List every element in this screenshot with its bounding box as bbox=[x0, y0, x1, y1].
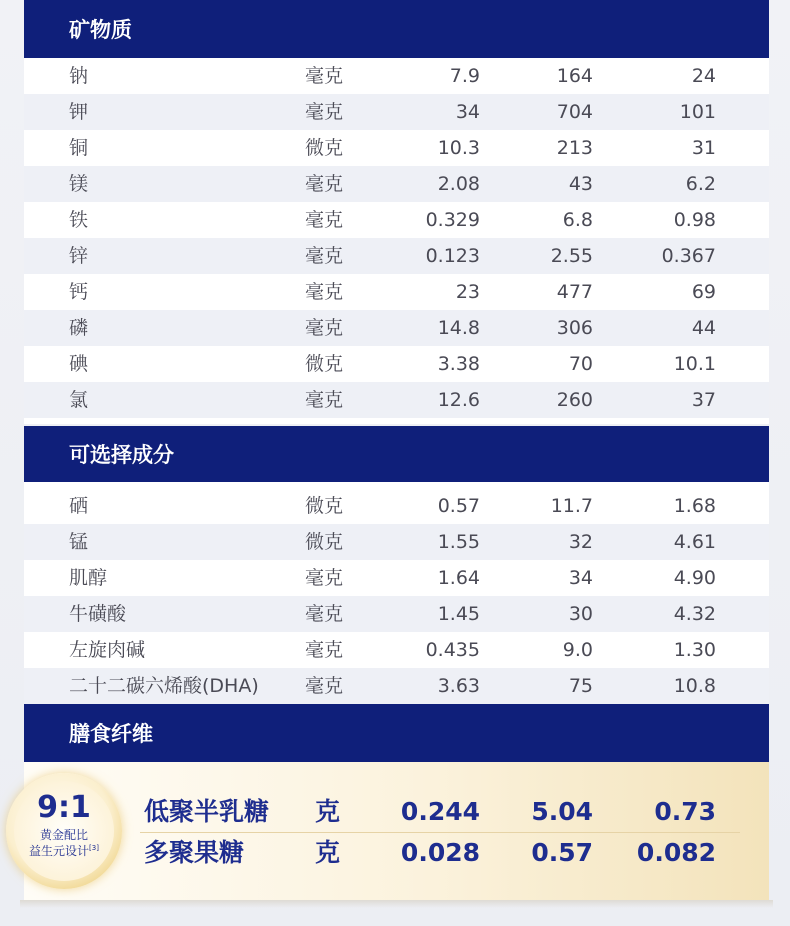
value-per-100ml: 10.1 bbox=[673, 353, 716, 375]
nutrient-name: 硒 bbox=[69, 495, 89, 517]
unit-cell: 毫克 bbox=[305, 209, 344, 231]
value-per-100kj: 34 bbox=[455, 101, 480, 123]
value-per-100ml: 4.61 bbox=[673, 531, 716, 553]
table-row bbox=[24, 58, 769, 94]
section-title: 可选择成分 bbox=[69, 443, 174, 467]
nutrient-name: 铁 bbox=[69, 209, 89, 231]
table-row bbox=[24, 596, 769, 632]
value-per-100kj: 10.3 bbox=[437, 137, 480, 159]
table-row bbox=[24, 668, 769, 704]
section-header-optional bbox=[24, 426, 769, 482]
value-per-100ml: 0.98 bbox=[673, 209, 716, 231]
nutrient-name: 铜 bbox=[69, 137, 89, 159]
table-row bbox=[24, 94, 769, 130]
unit-cell: 毫克 bbox=[305, 603, 344, 625]
value-per-100kj: 1.45 bbox=[437, 603, 480, 625]
value-per-100ml: 4.90 bbox=[673, 567, 716, 589]
value-per-100kj: 0.329 bbox=[425, 209, 480, 231]
value-per-100ml: 0.367 bbox=[661, 245, 716, 267]
badge-ratio: 9:1 bbox=[37, 790, 91, 825]
value-per-100ml: 31 bbox=[691, 137, 716, 159]
value-per-100g: 9.0 bbox=[562, 639, 593, 661]
value-per-100kj: 2.08 bbox=[437, 173, 480, 195]
value-per-100ml: 1.30 bbox=[673, 639, 716, 661]
value-per-100kj: 3.38 bbox=[437, 353, 480, 375]
table-row bbox=[24, 166, 769, 202]
value-per-100kj: 7.9 bbox=[449, 65, 480, 87]
nutrient-name: 锰 bbox=[69, 531, 89, 553]
table-row bbox=[24, 488, 769, 524]
nutrient-name: 锌 bbox=[69, 245, 89, 267]
badge-line-2 bbox=[10, 842, 118, 859]
value-per-100ml: 37 bbox=[691, 389, 716, 411]
table-row bbox=[24, 130, 769, 166]
nutrient-name: 镁 bbox=[69, 173, 89, 195]
table-row bbox=[24, 202, 769, 238]
value-per-100ml: 1.68 bbox=[673, 495, 716, 517]
nutrient-name: 钠 bbox=[69, 65, 89, 87]
nutrient-name: 磷 bbox=[69, 317, 89, 339]
value-per-100ml: 10.8 bbox=[673, 675, 716, 697]
unit-cell: 克 bbox=[315, 838, 341, 867]
value-per-100kj: 12.6 bbox=[437, 389, 480, 411]
nutrient-name: 肌醇 bbox=[69, 567, 108, 589]
value-per-100kj: 23 bbox=[455, 281, 480, 303]
value-per-100g: 260 bbox=[556, 389, 593, 411]
value-per-100g: 6.8 bbox=[562, 209, 593, 231]
value-per-100g: 11.7 bbox=[550, 495, 593, 517]
value-per-100kj: 0.028 bbox=[400, 838, 480, 867]
table-row bbox=[24, 238, 769, 274]
value-per-100ml: 101 bbox=[679, 101, 716, 123]
unit-cell: 微克 bbox=[305, 137, 344, 159]
nutrient-name: 钙 bbox=[69, 281, 89, 303]
section-header-fiber bbox=[24, 704, 769, 762]
table-row bbox=[24, 274, 769, 310]
value-per-100g: 75 bbox=[568, 675, 593, 697]
table-row bbox=[24, 382, 769, 418]
nutrient-name: 氯 bbox=[69, 389, 89, 411]
badge-line-1: 黄金配比 bbox=[39, 828, 88, 842]
value-per-100g: 34 bbox=[568, 567, 593, 589]
unit-cell: 毫克 bbox=[305, 173, 344, 195]
value-per-100ml: 4.32 bbox=[673, 603, 716, 625]
table-row bbox=[24, 346, 769, 382]
unit-cell: 毫克 bbox=[305, 101, 344, 123]
unit-cell: 毫克 bbox=[305, 639, 344, 661]
nutrient-name: 二十二碳六烯酸(DHA) bbox=[69, 675, 259, 697]
value-per-100kj: 0.57 bbox=[437, 495, 480, 517]
value-per-100g: 306 bbox=[556, 317, 593, 339]
section-header-minerals bbox=[24, 0, 769, 58]
panel-shadow bbox=[20, 900, 773, 908]
value-per-100g: 164 bbox=[556, 65, 593, 87]
unit-cell: 微克 bbox=[305, 531, 344, 553]
value-per-100ml: 0.73 bbox=[654, 797, 716, 826]
unit-cell: 毫克 bbox=[305, 567, 344, 589]
value-per-100kj: 0.435 bbox=[425, 639, 480, 661]
nutrient-name: 多聚果糖 bbox=[144, 838, 245, 867]
table-row bbox=[24, 632, 769, 668]
unit-cell: 毫克 bbox=[305, 281, 344, 303]
unit-cell: 毫克 bbox=[305, 389, 344, 411]
table-row bbox=[24, 833, 769, 873]
value-per-100kj: 0.123 bbox=[425, 245, 480, 267]
unit-cell: 克 bbox=[315, 797, 341, 826]
value-per-100g: 30 bbox=[568, 603, 593, 625]
value-per-100ml: 6.2 bbox=[685, 173, 716, 195]
value-per-100kj: 0.244 bbox=[400, 797, 480, 826]
section-title: 膳食纤维 bbox=[69, 722, 153, 746]
value-per-100ml: 44 bbox=[691, 317, 716, 339]
value-per-100g: 477 bbox=[556, 281, 593, 303]
nutrient-name: 低聚半乳糖 bbox=[144, 797, 270, 826]
unit-cell: 毫克 bbox=[305, 317, 344, 339]
unit-cell: 微克 bbox=[305, 353, 344, 375]
value-per-100g: 70 bbox=[568, 353, 593, 375]
value-per-100g: 32 bbox=[568, 531, 593, 553]
table-row bbox=[24, 310, 769, 346]
unit-cell: 毫克 bbox=[305, 245, 344, 267]
table-row bbox=[24, 560, 769, 596]
value-per-100ml: 0.082 bbox=[636, 838, 716, 867]
unit-cell: 毫克 bbox=[305, 675, 344, 697]
nutrient-name: 碘 bbox=[69, 353, 89, 375]
nutrient-name: 牛磺酸 bbox=[69, 603, 127, 625]
table-row bbox=[24, 524, 769, 560]
value-per-100kj: 1.64 bbox=[437, 567, 480, 589]
unit-cell: 毫克 bbox=[305, 65, 344, 87]
nutrient-name: 左旋肉碱 bbox=[69, 639, 146, 661]
unit-cell: 微克 bbox=[305, 495, 344, 517]
badge-line-2-text: 益生元设计 bbox=[29, 844, 90, 858]
value-per-100ml: 24 bbox=[691, 65, 716, 87]
nutrient-name: 钾 bbox=[69, 101, 89, 123]
value-per-100g: 213 bbox=[556, 137, 593, 159]
value-per-100g: 2.55 bbox=[550, 245, 593, 267]
value-per-100g: 0.57 bbox=[531, 838, 593, 867]
value-per-100g: 43 bbox=[568, 173, 593, 195]
value-per-100g: 704 bbox=[556, 101, 593, 123]
value-per-100g: 5.04 bbox=[531, 797, 593, 826]
table-row bbox=[24, 792, 769, 832]
value-per-100ml: 69 bbox=[691, 281, 716, 303]
value-per-100kj: 14.8 bbox=[437, 317, 480, 339]
value-per-100kj: 1.55 bbox=[437, 531, 480, 553]
section-title: 矿物质 bbox=[69, 18, 132, 42]
badge-reference: [3] bbox=[89, 844, 99, 852]
value-per-100kj: 3.63 bbox=[437, 675, 480, 697]
